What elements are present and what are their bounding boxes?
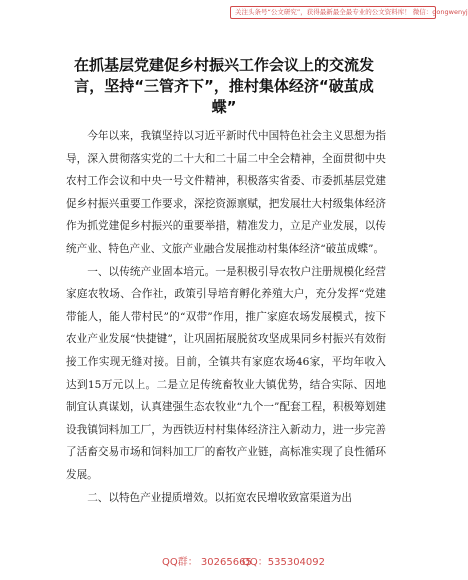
promo-banner: 关注头条号“公文研究”，获得最新最全最专业的公文资料库！ 微信：gongwenyj (230, 6, 436, 19)
footer-qq-group: QQ群： 30265665 (162, 557, 252, 568)
paragraph-intro: 今年以来，我镇坚持以习近平新时代中国特色社会主义思想为指导，深入贯彻落实党的二十大和二十届二中全会精神，全面贯彻中央农村工作会议和中央一号文件精神，积极落实省委、市委抓基层党建促乡村振兴重要工作要求，深挖资源禀赋，把发展壮大村级集体经济作为抓党建促乡村振兴的重要举措，精准发力，立足产业发展，以传统产业、特色产业、文旅产业融合发展推动村集体经济“破茧成蝶”。 (66, 130, 386, 255)
paragraph-section-1: 一、以传统产业固本培元。一是积极引导农牧户注册规模化经营家庭农牧场、合作社，政策引导培育孵化养殖大户，充分发挥“党建带能人，能人带村民”的“双带”作用，推广家庭农场发展模式，按下农业产业发展“快捷键”，让巩固拓展脱贫攻坚成果同乡村振兴有效衔接工作实现无缝对接。目前，全镇共有家庭农场46家，平均年收入达到15万元以上。二是立足传统畜牧业大镇优势，结合实际、因地制宜认真谋划，认真建强生态农牧业“九个一”配套工程，积极筹划建设我镇饲料加工厂，为西铁迈村村集体经济注入新动力，进一步完善了活畜交易市场和饲料加工厂的畜牧产业链，高标准实现了良性循环发展。 (66, 265, 386, 481)
footer-qq: QQ：535304092 (242, 557, 326, 568)
paragraph-section-2: 二、以特色产业提质增效。以拓宽农民增收致富渠道为出 (87, 491, 353, 504)
document-title: 在抓基层党建促乡村振兴工作会议上的交流发言，坚持“三管齐下”，推村集体经济“破茧成蝶” (73, 56, 374, 116)
document-body (66, 125, 386, 509)
